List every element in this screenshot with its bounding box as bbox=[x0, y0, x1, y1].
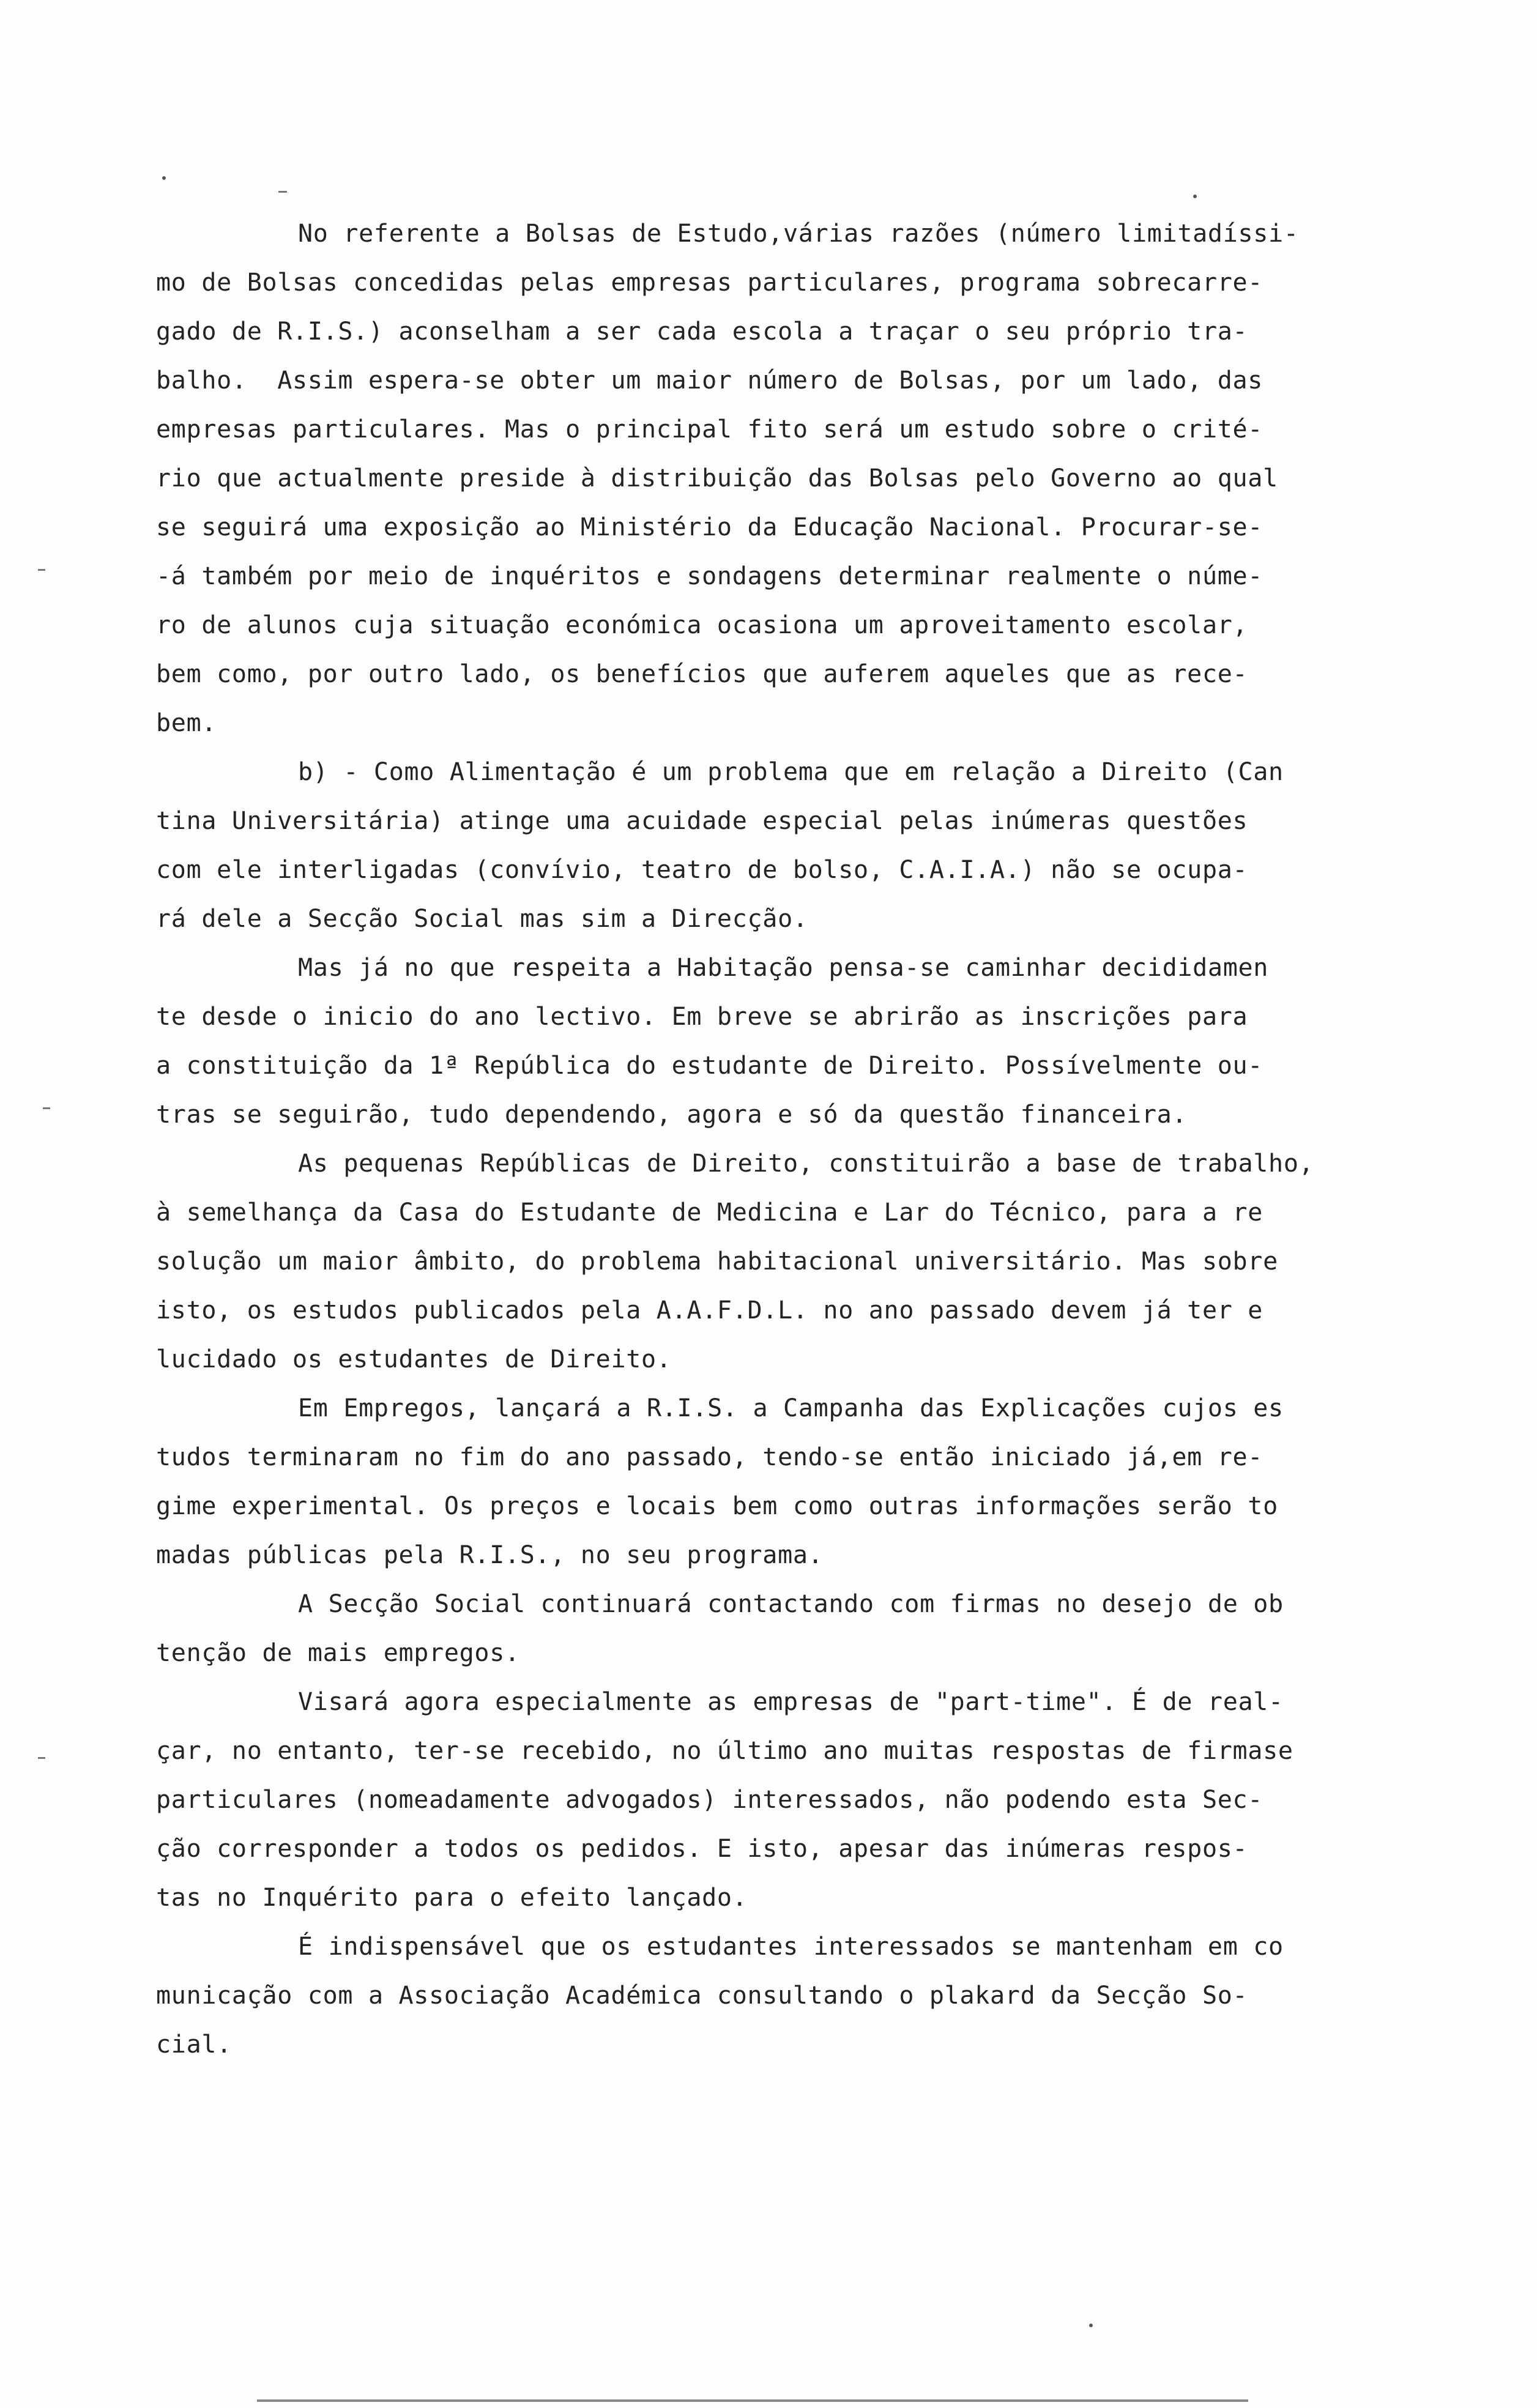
text-line: te desde o inicio do ano lectivo. Em breve se abrirão as inscrições para bbox=[156, 1003, 1248, 1031]
text-line: rá dele a Secção Social mas sim a Direcção. bbox=[156, 905, 808, 933]
text-line: isto, os estudos publicados pela A.A.F.D.L. no ano passado devem já ter e bbox=[156, 1296, 1263, 1325]
text-line: bem como, por outro lado, os benefícios que auferem aqueles que as rece- bbox=[156, 660, 1248, 688]
text-line: com ele interligadas (convívio, teatro de bolso, C.A.I.A.) não se ocupa- bbox=[156, 856, 1248, 884]
text-line: mo de Bolsas concedidas pelas empresas particulares, programa sobrecarre- bbox=[156, 269, 1263, 297]
scan-mark bbox=[38, 1757, 45, 1759]
text-line: empresas particulares. Mas o principal fito será um estudo sobre o crité- bbox=[156, 415, 1263, 444]
scan-mark bbox=[43, 1107, 50, 1109]
text-line: particulares (nomeadamente advogados) interessados, não podendo esta Sec- bbox=[156, 1786, 1263, 1814]
text-line: gado de R.I.S.) aconselham a ser cada escola a traçar o seu próprio tra- bbox=[156, 318, 1248, 346]
text-line: ção corresponder a todos os pedidos. E isto, apesar das inúmeras respos- bbox=[156, 1835, 1248, 1863]
text-line: balho. Assim espera-se obter um maior número de Bolsas, por um lado, das bbox=[156, 366, 1263, 395]
text-line: lucidado os estudantes de Direito. bbox=[156, 1345, 672, 1373]
text-line: madas públicas pela R.I.S., no seu programa. bbox=[156, 1541, 824, 1569]
text-line: tina Universitária) atinge uma acuidade especial pelas inúmeras questões bbox=[156, 807, 1248, 835]
text-line: A Secção Social continuará contactando com firmas no desejo de ob bbox=[298, 1590, 1284, 1618]
text-line: a constituição da 1ª República do estudante de Direito. Possívelmente ou- bbox=[156, 1052, 1263, 1080]
text-line: As pequenas Repúblicas de Direito, constituirão a base de trabalho, bbox=[298, 1150, 1314, 1178]
text-line: à semelhança da Casa do Estudante de Medicina e Lar do Técnico, para a re bbox=[156, 1198, 1263, 1227]
text-line: b) - Como Alimentação é um problema que em relação a Direito (Can bbox=[298, 758, 1284, 786]
text-line: -á também por meio de inquéritos e sondagens determinar realmente o núme- bbox=[156, 562, 1263, 590]
scan-speck bbox=[1193, 195, 1197, 198]
text-line: se seguirá uma exposição ao Ministério da Educação Nacional. Procurar-se- bbox=[156, 513, 1263, 541]
text-line: tudos terminaram no fim do ano passado, tendo-se então iniciado já,em re- bbox=[156, 1443, 1263, 1471]
text-line: tenção de mais empregos. bbox=[156, 1639, 520, 1667]
text-line: solução um maior âmbito, do problema habitacional universitário. Mas sobre bbox=[156, 1247, 1278, 1276]
scan-mark bbox=[278, 191, 287, 193]
text-line: Visará agora especialmente as empresas de "part-time". É de real- bbox=[298, 1688, 1284, 1716]
bottom-edge-rule bbox=[257, 2399, 1248, 2402]
text-line: tas no Inquérito para o efeito lançado. bbox=[156, 1884, 748, 1912]
text-line: municação com a Associação Académica consultando o plakard da Secção So- bbox=[156, 1982, 1248, 2010]
scan-speck bbox=[1089, 2324, 1093, 2327]
text-line: ro de alunos cuja situação económica ocasiona um aproveitamento escolar, bbox=[156, 611, 1248, 639]
text-line: No referente a Bolsas de Estudo,várias razões (número limitadíssi- bbox=[298, 220, 1299, 248]
text-line: bem. bbox=[156, 709, 217, 737]
scan-mark bbox=[38, 569, 45, 571]
text-line: gime experimental. Os preços e locais bem como outras informações serão to bbox=[156, 1492, 1278, 1520]
scan-speck bbox=[162, 176, 166, 180]
text-line: rio que actualmente preside à distribuição das Bolsas pelo Governo ao qual bbox=[156, 464, 1278, 492]
text-line: Mas já no que respeita a Habitação pensa-se caminhar decididamen bbox=[298, 954, 1269, 982]
text-line: çar, no entanto, ter-se recebido, no último ano muitas respostas de firmase bbox=[156, 1737, 1293, 1765]
text-line: cial. bbox=[156, 2031, 232, 2059]
text-line: tras se seguirão, tudo dependendo, agora e só da questão financeira. bbox=[156, 1101, 1188, 1129]
text-line: Em Empregos, lançará a R.I.S. a Campanha das Explicações cujos es bbox=[298, 1394, 1284, 1422]
text-line: É indispensável que os estudantes interessados se mantenham em co bbox=[298, 1933, 1284, 1961]
